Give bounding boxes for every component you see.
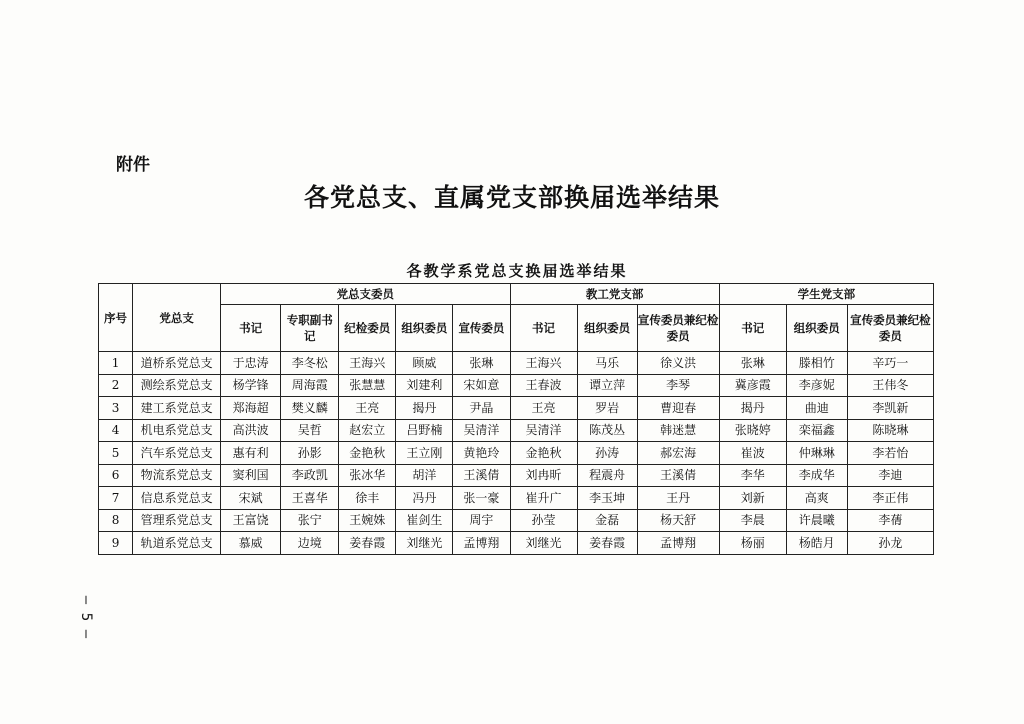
member-name-cell: 李成华 xyxy=(786,464,847,487)
table-row xyxy=(99,487,934,510)
member-name-cell: 栾福鑫 xyxy=(786,419,847,442)
member-name-cell: 金艳秋 xyxy=(339,442,396,465)
header-col: 宣传委员兼纪检委员 xyxy=(847,305,933,352)
row-branch-cell: 轨道系党总支 xyxy=(133,532,221,555)
member-name-cell: 许晨曦 xyxy=(786,509,847,532)
member-name-cell: 边境 xyxy=(281,532,339,555)
row-branch-cell: 管理系党总支 xyxy=(133,509,221,532)
member-name-cell: 高爽 xyxy=(786,487,847,510)
member-name-cell: 王富饶 xyxy=(221,509,281,532)
member-name-cell: 谭立萍 xyxy=(577,374,637,397)
header-col: 书记 xyxy=(719,305,786,352)
member-name-cell: 吴清洋 xyxy=(453,419,510,442)
row-seq-cell: 2 xyxy=(99,374,133,397)
member-name-cell: 刘继光 xyxy=(510,532,577,555)
member-name-cell: 杨学锋 xyxy=(221,374,281,397)
header-seq: 序号 xyxy=(99,284,133,352)
member-name-cell: 顾威 xyxy=(396,352,453,375)
header-col: 专职副书记 xyxy=(281,305,339,352)
member-name-cell: 杨皓月 xyxy=(786,532,847,555)
member-name-cell: 慕威 xyxy=(221,532,281,555)
member-name-cell: 张琳 xyxy=(719,352,786,375)
member-name-cell: 李政凯 xyxy=(281,464,339,487)
member-name-cell: 李若怡 xyxy=(847,442,933,465)
row-branch-cell: 道桥系党总支 xyxy=(133,352,221,375)
page-number-value: 5 xyxy=(78,612,94,622)
member-name-cell: 张冰华 xyxy=(339,464,396,487)
member-name-cell: 尹晶 xyxy=(453,397,510,420)
table-row xyxy=(99,419,934,442)
member-name-cell: 杨丽 xyxy=(719,532,786,555)
row-branch-cell: 建工系党总支 xyxy=(133,397,221,420)
member-name-cell: 刘继光 xyxy=(396,532,453,555)
member-name-cell: 李晨 xyxy=(719,509,786,532)
header-group-student-branch: 学生党支部 xyxy=(719,284,933,305)
header-col: 宣传委员兼纪检委员 xyxy=(637,305,719,352)
member-name-cell: 王溪倩 xyxy=(637,464,719,487)
member-name-cell: 王海兴 xyxy=(510,352,577,375)
member-name-cell: 滕相竹 xyxy=(786,352,847,375)
member-name-cell: 孟博翔 xyxy=(637,532,719,555)
member-name-cell: 王喜华 xyxy=(281,487,339,510)
member-name-cell: 揭丹 xyxy=(396,397,453,420)
row-seq-cell: 6 xyxy=(99,464,133,487)
member-name-cell: 崔升广 xyxy=(510,487,577,510)
member-name-cell: 窦利国 xyxy=(221,464,281,487)
row-seq-cell: 5 xyxy=(99,442,133,465)
member-name-cell: 惠有利 xyxy=(221,442,281,465)
member-name-cell: 李蒨 xyxy=(847,509,933,532)
member-name-cell: 刘建利 xyxy=(396,374,453,397)
row-seq-cell: 1 xyxy=(99,352,133,375)
member-name-cell: 徐义洪 xyxy=(637,352,719,375)
page-title: 各党总支、直属党支部换届选举结果 xyxy=(303,183,720,212)
member-name-cell: 于忠涛 xyxy=(221,352,281,375)
member-name-cell: 张一豪 xyxy=(453,487,510,510)
member-name-cell: 刘冉昕 xyxy=(510,464,577,487)
member-name-cell: 曹迎春 xyxy=(637,397,719,420)
attachment-label: 附件 xyxy=(116,155,150,175)
member-name-cell: 孙莹 xyxy=(510,509,577,532)
member-name-cell: 韩迷慧 xyxy=(637,419,719,442)
member-name-cell: 金磊 xyxy=(577,509,637,532)
member-name-cell: 张慧慧 xyxy=(339,374,396,397)
member-name-cell: 周宇 xyxy=(453,509,510,532)
member-name-cell: 郝宏海 xyxy=(637,442,719,465)
row-seq-cell: 4 xyxy=(99,419,133,442)
table-title: 各教学系党总支换届选举结果 xyxy=(406,262,628,280)
member-name-cell: 赵宏立 xyxy=(339,419,396,442)
election-results-table xyxy=(98,283,934,555)
member-name-cell: 周海霞 xyxy=(281,374,339,397)
member-name-cell: 陈晓琳 xyxy=(847,419,933,442)
table-row xyxy=(99,352,934,375)
row-branch-cell: 机电系党总支 xyxy=(133,419,221,442)
member-name-cell: 曲迪 xyxy=(786,397,847,420)
header-col: 书记 xyxy=(510,305,577,352)
table-row xyxy=(99,374,934,397)
header-col: 组织委员 xyxy=(577,305,637,352)
member-name-cell: 张宁 xyxy=(281,509,339,532)
member-name-cell: 孙龙 xyxy=(847,532,933,555)
member-name-cell: 崔波 xyxy=(719,442,786,465)
row-branch-cell: 信息系党总支 xyxy=(133,487,221,510)
member-name-cell: 金艳秋 xyxy=(510,442,577,465)
member-name-cell: 孙涛 xyxy=(577,442,637,465)
member-name-cell: 王亮 xyxy=(339,397,396,420)
row-seq-cell: 8 xyxy=(99,509,133,532)
table-row xyxy=(99,532,934,555)
member-name-cell: 宋如意 xyxy=(453,374,510,397)
header-col: 纪检委员 xyxy=(339,305,396,352)
member-name-cell: 吕野楠 xyxy=(396,419,453,442)
member-name-cell: 马乐 xyxy=(577,352,637,375)
member-name-cell: 杨天舒 xyxy=(637,509,719,532)
member-name-cell: 李玉坤 xyxy=(577,487,637,510)
member-name-cell: 孟博翔 xyxy=(453,532,510,555)
header-col: 组织委员 xyxy=(786,305,847,352)
member-name-cell: 王溪倩 xyxy=(453,464,510,487)
table-body xyxy=(99,352,934,555)
member-name-cell: 辛巧一 xyxy=(847,352,933,375)
header-branch: 党总支 xyxy=(133,284,221,352)
table-row xyxy=(99,509,934,532)
member-name-cell: 李彦妮 xyxy=(786,374,847,397)
member-name-cell: 刘新 xyxy=(719,487,786,510)
member-name-cell: 樊义麟 xyxy=(281,397,339,420)
member-name-cell: 徐丰 xyxy=(339,487,396,510)
member-name-cell: 高洪波 xyxy=(221,419,281,442)
member-name-cell: 王立刚 xyxy=(396,442,453,465)
page-number-dash: — xyxy=(78,595,94,605)
member-name-cell: 李华 xyxy=(719,464,786,487)
page-number-dash: — xyxy=(78,629,94,639)
member-name-cell: 胡洋 xyxy=(396,464,453,487)
member-name-cell: 仲琳琳 xyxy=(786,442,847,465)
member-name-cell: 李正伟 xyxy=(847,487,933,510)
row-seq-cell: 9 xyxy=(99,532,133,555)
member-name-cell: 李凯新 xyxy=(847,397,933,420)
member-name-cell: 宋斌 xyxy=(221,487,281,510)
member-name-cell: 王婉姝 xyxy=(339,509,396,532)
member-name-cell: 陈茂丛 xyxy=(577,419,637,442)
header-col: 书记 xyxy=(221,305,281,352)
row-branch-cell: 汽车系党总支 xyxy=(133,442,221,465)
header-group-committee: 党总支委员 xyxy=(221,284,510,305)
member-name-cell: 黄艳玲 xyxy=(453,442,510,465)
member-name-cell: 程震舟 xyxy=(577,464,637,487)
table-row xyxy=(99,442,934,465)
member-name-cell: 李琴 xyxy=(637,374,719,397)
member-name-cell: 冯丹 xyxy=(396,487,453,510)
header-col: 组织委员 xyxy=(396,305,453,352)
member-name-cell: 李迪 xyxy=(847,464,933,487)
row-branch-cell: 物流系党总支 xyxy=(133,464,221,487)
header-group-staff-branch: 教工党支部 xyxy=(510,284,719,305)
member-name-cell: 王伟冬 xyxy=(847,374,933,397)
member-name-cell: 王丹 xyxy=(637,487,719,510)
table-row xyxy=(99,464,934,487)
member-name-cell: 李冬松 xyxy=(281,352,339,375)
member-name-cell: 崔剑生 xyxy=(396,509,453,532)
member-name-cell: 冀彦霞 xyxy=(719,374,786,397)
row-seq-cell: 3 xyxy=(99,397,133,420)
row-seq-cell: 7 xyxy=(99,487,133,510)
table-row xyxy=(99,397,934,420)
member-name-cell: 姜春霞 xyxy=(339,532,396,555)
member-name-cell: 王海兴 xyxy=(339,352,396,375)
member-name-cell: 孙影 xyxy=(281,442,339,465)
member-name-cell: 王春波 xyxy=(510,374,577,397)
member-name-cell: 罗岩 xyxy=(577,397,637,420)
header-col: 宣传委员 xyxy=(453,305,510,352)
member-name-cell: 姜春霞 xyxy=(577,532,637,555)
member-name-cell: 张琳 xyxy=(453,352,510,375)
member-name-cell: 吴哲 xyxy=(281,419,339,442)
member-name-cell: 张晓婷 xyxy=(719,419,786,442)
page-number xyxy=(76,590,96,644)
member-name-cell: 郑海超 xyxy=(221,397,281,420)
member-name-cell: 吴清洋 xyxy=(510,419,577,442)
member-name-cell: 王亮 xyxy=(510,397,577,420)
row-branch-cell: 测绘系党总支 xyxy=(133,374,221,397)
member-name-cell: 揭丹 xyxy=(719,397,786,420)
